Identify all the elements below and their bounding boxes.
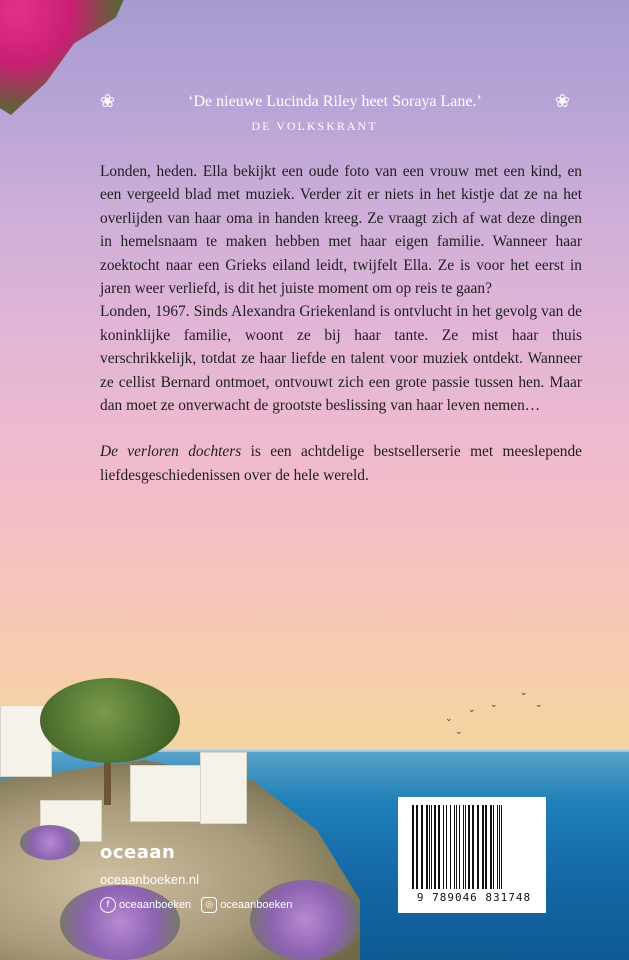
facebook-link[interactable]	[100, 897, 191, 913]
white-house	[200, 752, 247, 824]
review-source: DE VOLKSKRANT	[251, 119, 378, 133]
instagram-icon: ◎	[201, 897, 217, 913]
barcode-bar	[412, 805, 414, 889]
barcode-bar	[434, 805, 436, 889]
isbn-barcode	[398, 797, 546, 913]
barcode-bar	[446, 805, 447, 889]
barcode-bar	[501, 805, 502, 889]
barcode-bar	[429, 805, 430, 889]
barcode-bar	[463, 805, 464, 889]
series-title: De verloren dochters	[100, 443, 242, 461]
flower-ornament-icon: ❀	[554, 91, 570, 112]
barcode-bar	[482, 805, 484, 889]
publisher-logo: oceaan	[100, 842, 176, 863]
barcode-bar	[472, 805, 474, 889]
series-description	[100, 440, 582, 487]
bird-icon: ⌄	[468, 705, 476, 715]
bird-icon: ⌄	[535, 700, 543, 710]
bird-icon: ⌄	[445, 714, 453, 724]
barcode-bar	[421, 805, 423, 889]
bird-icon: ⌄	[455, 727, 463, 737]
barcode-bar	[497, 805, 498, 889]
blurb-paragraph: Londen, heden. Ella bekijkt een oude foto van een vrouw met een kind, en een vergeeld blad met muziek. Verder zit er niets in het kistje dat ze na het overlijden van haar oma in handen kreeg. Ze vraagt zich af wat deze dingen in hemelsnaam te maken hebben met haar eigen familie. Wanneer haar zoektocht naar een Grieks eiland leidt, twijfelt Ella. Ze is voor het eerst in jaren weer verliefd, is dit het juiste moment om op reis te gaan?	[100, 163, 582, 298]
lavender-flowers	[20, 825, 80, 860]
series-text: is een achtdelige bestsellerserie met meeslepende liefdesgeschiedenissen over de hele wereld.	[100, 443, 582, 484]
barcode-bar	[468, 805, 470, 889]
flower-ornament-icon: ❀	[100, 91, 116, 112]
isbn-number: 9 789046 831748	[416, 891, 532, 904]
facebook-icon: f	[100, 897, 116, 913]
publisher-website[interactable]: oceaanboeken.nl	[100, 872, 200, 887]
lavender-flowers	[250, 880, 360, 960]
barcode-bar	[426, 805, 428, 889]
white-house	[130, 765, 202, 822]
barcode-bar	[465, 805, 466, 889]
bird-icon: ⌄	[520, 688, 528, 698]
instagram-handle: oceaanboeken	[220, 899, 293, 911]
barcode-bar	[454, 805, 455, 889]
review-quote-row	[100, 91, 570, 112]
review-quote: ‘De nieuwe Lucinda Riley heet Soraya Lane.’	[188, 92, 482, 110]
barcode-bar	[477, 805, 479, 889]
barcode-bars	[410, 805, 534, 891]
barcode-bar	[416, 805, 418, 889]
barcode-bar	[490, 805, 492, 889]
instagram-link[interactable]	[201, 897, 292, 913]
barcode-bar	[456, 805, 457, 889]
barcode-bar	[450, 805, 451, 889]
barcode-bar	[438, 805, 440, 889]
barcode-bar	[499, 805, 500, 889]
bird-icon: ⌄	[490, 700, 498, 710]
barcode-bar	[485, 805, 487, 889]
barcode-bar	[459, 805, 460, 889]
social-links	[100, 897, 302, 913]
barcode-bar	[493, 805, 494, 889]
facebook-handle: oceaanboeken	[119, 899, 192, 911]
book-blurb	[100, 160, 582, 487]
tree-canopy	[40, 678, 180, 763]
barcode-bar	[431, 805, 432, 889]
barcode-bar	[443, 805, 444, 889]
blurb-paragraph: Londen, 1967. Sinds Alexandra Griekenland is ontvlucht in het gevolg van de koninklijke familie, woont ze bij haar tante. Ze mist haar thuis verschrikkelijk, totdat ze haar liefde en talent voor muziek ontdekt. Wanneer ze cellist Bernard ontmoet, ontvouwt zich een grote passie tussen hen. Maar dan moet ze onverwacht de grootste beslissing van haar leven nemen…	[100, 303, 582, 415]
